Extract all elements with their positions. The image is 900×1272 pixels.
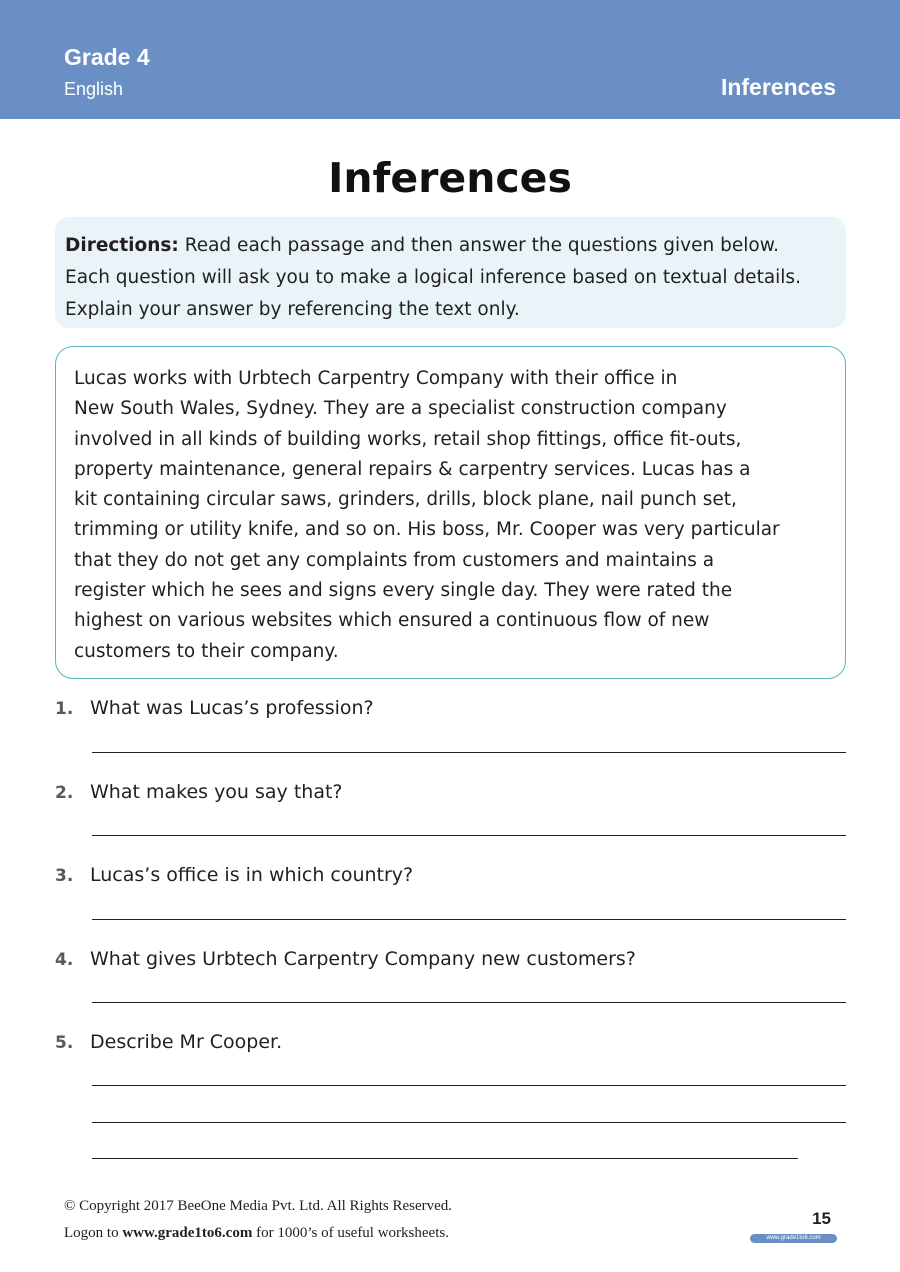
question-text: What makes you say that? [90,781,343,803]
question-text: What gives Urbtech Carpentry Company new customers? [90,948,636,970]
website-link[interactable]: www.grade1to6.com [122,1225,253,1241]
question-number: 3. [55,866,74,886]
question-text: Describe Mr Cooper. [90,1031,283,1053]
question-number: 5. [55,1033,74,1053]
passage-line: highest on various websites which ensured a continuous flow of new [74,610,710,632]
passage-line: New South Wales, Sydney. They are a specialist construction company [74,398,727,420]
answer-line-2[interactable] [92,835,846,836]
page-title: Inferences [328,154,572,202]
question-number: 1. [55,699,74,719]
directions-text: Read each passage and then answer the questions given below. [178,235,780,256]
logon-prefix: Logon to [64,1225,123,1241]
page-number: 15 [812,1209,831,1228]
page-header [0,0,900,119]
passage-line: Lucas works with Urbtech Carpentry Company with their office in [74,368,678,389]
grade-label: Grade 4 [64,44,150,70]
passage-line: involved in all kinds of building works, retail shop fittings, office fit-outs, [74,428,742,450]
passage-line: customers to their company. [74,640,339,662]
passage-line: property maintenance, general repairs & carpentry services. Lucas has a [74,458,751,480]
copyright-text: © Copyright 2017 BeeOne Media Pvt. Ltd. All Rights Reserved. [64,1198,453,1214]
answer-line-3[interactable] [92,919,846,920]
topic-label: Inferences [720,74,836,100]
question-4 [55,950,846,969]
answer-line-4[interactable] [92,1002,846,1003]
logon-suffix: for 1000’s of useful worksheets. [252,1225,449,1241]
question-1 [55,699,846,718]
question-text: What was Lucas’s profession? [90,697,374,719]
passage-line: that they do not get any complaints from customers and maintains a [74,549,715,571]
directions-line-2: Each question will ask you to make a logical inference based on textual details. [65,267,801,288]
subject-label: English [64,79,124,99]
directions-line-1 [65,230,836,262]
website-badge: www.grade1to6.com [750,1234,837,1243]
passage-line: trimming or utility knife, and so on. His boss, Mr. Cooper was very particular [74,519,780,541]
question-number: 4. [55,950,74,970]
question-2 [55,783,846,802]
answer-line-5c[interactable] [92,1158,798,1159]
directions-box [55,217,846,328]
answer-line-1[interactable] [92,752,846,753]
question-number: 2. [55,783,74,803]
answer-line-5b[interactable] [92,1122,846,1123]
directions-label: Directions: [65,235,179,256]
question-3 [55,866,846,885]
passage-line: register which he sees and signs every single day. They were rated the [74,580,733,602]
question-text: Lucas’s office is in which country? [90,864,414,886]
answer-line-5a[interactable] [92,1085,846,1086]
logon-text [64,1226,449,1241]
directions-line-3: Explain your answer by referencing the text only. [65,299,520,320]
question-5 [55,1033,846,1052]
passage-line: kit containing circular saws, grinders, drills, block plane, nail punch set, [74,489,737,511]
passage-box [55,346,846,679]
